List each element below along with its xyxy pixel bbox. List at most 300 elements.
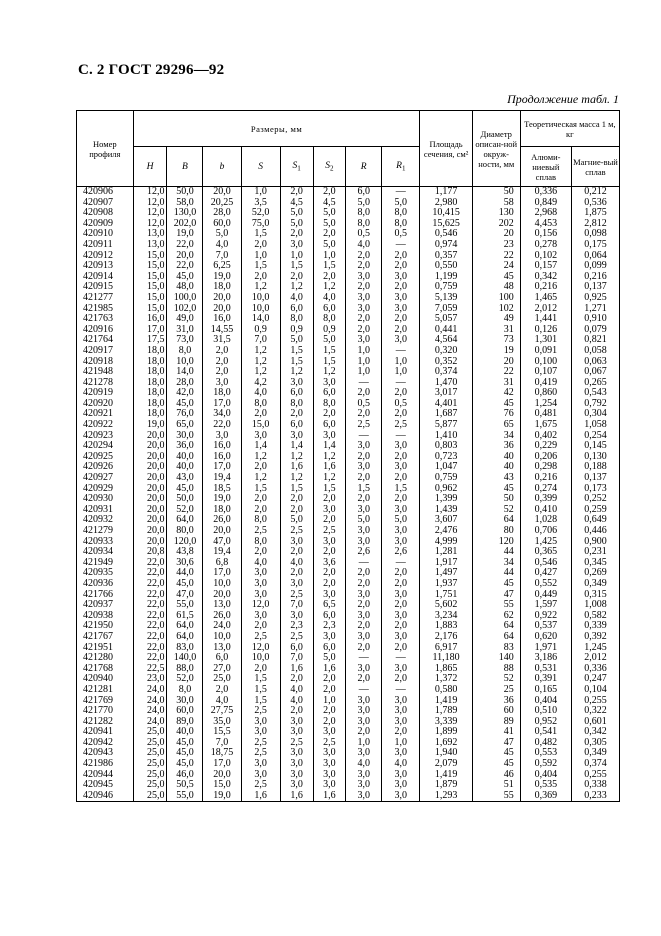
table-cell: 421766 bbox=[77, 590, 134, 601]
table-cell: 3,0 bbox=[346, 526, 382, 537]
table-cell: 73,0 bbox=[167, 335, 203, 346]
table-cell: 19,0 bbox=[203, 272, 241, 283]
table-cell: 2,0 bbox=[346, 314, 382, 325]
table-cell: 2,0 bbox=[346, 727, 382, 738]
table-cell: 420910 bbox=[77, 229, 134, 240]
table-cell: 24,0 bbox=[133, 717, 167, 728]
table-cell: 47,0 bbox=[167, 590, 203, 601]
table-cell: 3,0 bbox=[346, 770, 382, 781]
table-cell: 64 bbox=[472, 621, 520, 632]
table-cell: 0,391 bbox=[520, 674, 571, 685]
table-cell: 4,0 bbox=[280, 696, 313, 707]
table-cell: 0,098 bbox=[571, 229, 619, 240]
table-cell: 0,137 bbox=[571, 473, 619, 484]
table-cell: 20,25 bbox=[203, 198, 241, 209]
table-cell: 1,058 bbox=[571, 420, 619, 431]
table-cell: 22,0 bbox=[133, 568, 167, 579]
table-cell: 7,0 bbox=[203, 738, 241, 749]
table-cell: 2,5 bbox=[280, 526, 313, 537]
table-cell: 0,231 bbox=[571, 547, 619, 558]
table-cell: 421767 bbox=[77, 632, 134, 643]
table-cell: 0,5 bbox=[382, 229, 420, 240]
table-cell: 2,0 bbox=[241, 409, 280, 420]
table-cell: — bbox=[382, 653, 420, 664]
table-cell: 420946 bbox=[77, 791, 134, 802]
table-cell: 3,0 bbox=[346, 272, 382, 283]
table-cell: 3,0 bbox=[382, 791, 420, 802]
table-cell: 16,0 bbox=[203, 314, 241, 325]
table-cell: 130 bbox=[472, 208, 520, 219]
table-cell: 420943 bbox=[77, 748, 134, 759]
table-cell: 18,0 bbox=[133, 378, 167, 389]
table-row bbox=[77, 187, 620, 198]
table-cell: 1,883 bbox=[420, 621, 472, 632]
table-cell: 8,0 bbox=[280, 314, 313, 325]
table-cell: 80,0 bbox=[167, 526, 203, 537]
table-cell: 1,0 bbox=[313, 696, 346, 707]
table-cell: 0,649 bbox=[571, 515, 619, 526]
table-cell: 89 bbox=[472, 717, 520, 728]
table-cell: 20,0 bbox=[203, 770, 241, 781]
table-cell: 2,0 bbox=[382, 251, 420, 262]
table-cell: 1,293 bbox=[420, 791, 472, 802]
table-cell: 50 bbox=[472, 494, 520, 505]
table-cell: 420913 bbox=[77, 261, 134, 272]
table-cell: 2,0 bbox=[241, 621, 280, 632]
table-cell: 18,0 bbox=[133, 388, 167, 399]
col-b: b bbox=[203, 147, 241, 187]
table-cell: 421282 bbox=[77, 717, 134, 728]
table-cell: 1,6 bbox=[280, 462, 313, 473]
table-cell: 1,441 bbox=[520, 314, 571, 325]
table-cell: 1,2 bbox=[280, 282, 313, 293]
table-cell: 1,465 bbox=[520, 293, 571, 304]
table-cell: 20,0 bbox=[133, 515, 167, 526]
table-cell: 0,9 bbox=[241, 325, 280, 336]
table-cell: 420944 bbox=[77, 770, 134, 781]
table-cell: 1,2 bbox=[280, 452, 313, 463]
table-cell: 45,0 bbox=[167, 759, 203, 770]
table-cell: 12,0 bbox=[133, 208, 167, 219]
table-cell: 1,937 bbox=[420, 579, 472, 590]
table-cell: 17,0 bbox=[203, 568, 241, 579]
table-cell: 2,0 bbox=[241, 240, 280, 251]
table-cell: 15,0 bbox=[133, 251, 167, 262]
table-cell: 421280 bbox=[77, 653, 134, 664]
table-cell: 0,173 bbox=[571, 484, 619, 495]
table-cell: 2,5 bbox=[280, 632, 313, 643]
table-cell: 0,449 bbox=[520, 590, 571, 601]
table-cell: 3,0 bbox=[241, 431, 280, 442]
table-cell: 1,5 bbox=[382, 484, 420, 495]
table-cell: 8,0 bbox=[241, 537, 280, 548]
table-cell: 0,392 bbox=[571, 632, 619, 643]
table-cell: 1,047 bbox=[420, 462, 472, 473]
table-cell: 5,0 bbox=[280, 335, 313, 346]
table-cell: 2,0 bbox=[382, 452, 420, 463]
table-cell: 1,6 bbox=[313, 664, 346, 675]
table-cell: 40 bbox=[472, 462, 520, 473]
table-cell: 0,601 bbox=[571, 717, 619, 728]
table-cell: 0,803 bbox=[420, 441, 472, 452]
table-cell: 22,0 bbox=[133, 621, 167, 632]
table-cell: 3,0 bbox=[346, 748, 382, 759]
table-cell: 1,789 bbox=[420, 706, 472, 717]
table-cell: 3,0 bbox=[382, 717, 420, 728]
table-cell: 2,0 bbox=[382, 621, 420, 632]
table-cell: 8,0 bbox=[280, 399, 313, 410]
table-continuation-note: Продолжение табл. 1 bbox=[507, 92, 619, 106]
table-cell: 36 bbox=[472, 441, 520, 452]
table-cell: 2,0 bbox=[382, 473, 420, 484]
table-cell: 420909 bbox=[77, 219, 134, 230]
table-cell: 22,0 bbox=[133, 558, 167, 569]
table-cell: 15,5 bbox=[203, 727, 241, 738]
table-cell: 45,0 bbox=[167, 579, 203, 590]
table-cell: 3,0 bbox=[280, 537, 313, 548]
table-cell: 44,0 bbox=[167, 568, 203, 579]
table-cell: 2,0 bbox=[382, 314, 420, 325]
table-cell: 421763 bbox=[77, 314, 134, 325]
table-cell: 15,0 bbox=[133, 304, 167, 315]
table-cell: 2,0 bbox=[346, 282, 382, 293]
table-cell: 3,0 bbox=[382, 505, 420, 516]
table-cell: 0,9 bbox=[280, 325, 313, 336]
table-cell: 0,322 bbox=[571, 706, 619, 717]
table-cell: 22,0 bbox=[133, 632, 167, 643]
col-R1: $R_1$ bbox=[382, 147, 420, 187]
table-cell: 3,0 bbox=[241, 759, 280, 770]
table-cell: 420917 bbox=[77, 346, 134, 357]
table-cell: 23 bbox=[472, 240, 520, 251]
table-cell: 4,999 bbox=[420, 537, 472, 548]
table-cell: 3,607 bbox=[420, 515, 472, 526]
table-cell: 2,0 bbox=[241, 505, 280, 516]
table-cell: 2,980 bbox=[420, 198, 472, 209]
table-cell: 0,338 bbox=[571, 780, 619, 791]
table-cell: 0,216 bbox=[520, 473, 571, 484]
table-cell: 3,5 bbox=[241, 198, 280, 209]
table-cell: 2,0 bbox=[203, 367, 241, 378]
table-cell: 0,592 bbox=[520, 759, 571, 770]
table-cell: 88 bbox=[472, 664, 520, 675]
table-cell: 10,415 bbox=[420, 208, 472, 219]
table-cell: 1,6 bbox=[280, 791, 313, 802]
table-cell: 45 bbox=[472, 272, 520, 283]
table-cell: 0,079 bbox=[571, 325, 619, 336]
table-cell: 1,2 bbox=[241, 346, 280, 357]
table-cell: 0,099 bbox=[571, 261, 619, 272]
table-cell: 5,0 bbox=[346, 515, 382, 526]
table-cell: 17,0 bbox=[133, 325, 167, 336]
table-cell: 12,0 bbox=[241, 600, 280, 611]
table-row bbox=[77, 346, 620, 357]
table-cell: 45 bbox=[472, 484, 520, 495]
table-cell: 2,0 bbox=[313, 229, 346, 240]
table-cell: 18,0 bbox=[133, 367, 167, 378]
table-cell: 15,0 bbox=[241, 420, 280, 431]
table-cell: 420929 bbox=[77, 484, 134, 495]
table-cell: 27,0 bbox=[203, 664, 241, 675]
table-cell: 52,0 bbox=[167, 674, 203, 685]
table-cell: 45,0 bbox=[167, 399, 203, 410]
table-cell: 2,5 bbox=[313, 526, 346, 537]
table-cell: 31,5 bbox=[203, 335, 241, 346]
table-cell: 0,374 bbox=[420, 367, 472, 378]
table-cell: 25 bbox=[472, 685, 520, 696]
table-cell: 25,0 bbox=[133, 791, 167, 802]
table-cell: 0,759 bbox=[420, 473, 472, 484]
table-cell: 80 bbox=[472, 526, 520, 537]
table-cell: 3,0 bbox=[346, 696, 382, 707]
table-cell: 1,2 bbox=[280, 473, 313, 484]
table-cell: 19,0 bbox=[133, 420, 167, 431]
table-cell: 20 bbox=[472, 357, 520, 368]
table-cell: 20,0 bbox=[133, 431, 167, 442]
table-cell: 8,0 bbox=[346, 208, 382, 219]
table-cell: 19,4 bbox=[203, 473, 241, 484]
table-cell: 18,0 bbox=[133, 346, 167, 357]
table-cell: 2,0 bbox=[382, 579, 420, 590]
table-cell: 0,336 bbox=[520, 187, 571, 198]
table-cell: 15,0 bbox=[133, 282, 167, 293]
table-cell: 8,0 bbox=[241, 515, 280, 526]
col-aluminium-alloy: Алюми-ниевый сплав bbox=[520, 147, 571, 187]
table-cell: 10,0 bbox=[203, 579, 241, 590]
table-cell: 2,0 bbox=[346, 388, 382, 399]
table-cell: 1,5 bbox=[346, 484, 382, 495]
table-cell: 421281 bbox=[77, 685, 134, 696]
table-cell: 2,0 bbox=[313, 409, 346, 420]
table-cell: 0,5 bbox=[346, 399, 382, 410]
table-cell: 0,404 bbox=[520, 770, 571, 781]
table-cell: 0,336 bbox=[571, 664, 619, 675]
table-cell: 8,0 bbox=[167, 685, 203, 696]
table-cell: 3,0 bbox=[382, 780, 420, 791]
table-cell: 1,940 bbox=[420, 748, 472, 759]
table-cell: 0,100 bbox=[520, 357, 571, 368]
table-cell: 0,304 bbox=[571, 409, 619, 420]
table-cell: 3,0 bbox=[382, 441, 420, 452]
table-cell: 83 bbox=[472, 643, 520, 654]
table-cell: 3,0 bbox=[346, 462, 382, 473]
table-cell: 0,925 bbox=[571, 293, 619, 304]
table-cell: 15,0 bbox=[203, 780, 241, 791]
table-cell: 2,0 bbox=[241, 664, 280, 675]
table-cell: 0,254 bbox=[571, 431, 619, 442]
table-cell: 1,028 bbox=[520, 515, 571, 526]
table-cell: 0,315 bbox=[571, 590, 619, 601]
table-cell: 0,821 bbox=[571, 335, 619, 346]
table-cell: 2,0 bbox=[346, 568, 382, 579]
table-cell: 3,0 bbox=[313, 590, 346, 601]
table-cell: 1,271 bbox=[571, 304, 619, 315]
table-cell: 2,0 bbox=[280, 409, 313, 420]
col-B: B bbox=[167, 147, 203, 187]
table-cell: 0,553 bbox=[520, 748, 571, 759]
table-cell: 1,751 bbox=[420, 590, 472, 601]
table-cell: 1,5 bbox=[313, 484, 346, 495]
table-cell: 1,865 bbox=[420, 664, 472, 675]
table-cell: 3,0 bbox=[382, 304, 420, 315]
table-cell: 3,0 bbox=[346, 304, 382, 315]
table-cell: 42 bbox=[472, 388, 520, 399]
table-cell: 1,199 bbox=[420, 272, 472, 283]
table-cell: 5,0 bbox=[280, 208, 313, 219]
table-cell: 1,254 bbox=[520, 399, 571, 410]
table-cell: 2,0 bbox=[241, 462, 280, 473]
table-cell: 24 bbox=[472, 261, 520, 272]
table-cell: 1,899 bbox=[420, 727, 472, 738]
table-row bbox=[77, 293, 620, 304]
table-cell: 1,0 bbox=[313, 251, 346, 262]
table-cell: 0,206 bbox=[520, 452, 571, 463]
table-cell: 2,0 bbox=[346, 409, 382, 420]
table-cell: 50,0 bbox=[167, 187, 203, 198]
table-cell: 1,439 bbox=[420, 505, 472, 516]
table-cell: 7,0 bbox=[203, 251, 241, 262]
table-cell: 3,0 bbox=[346, 791, 382, 802]
table-cell: 0,305 bbox=[571, 738, 619, 749]
table-cell: 1,5 bbox=[313, 346, 346, 357]
table-cell: 3,0 bbox=[313, 770, 346, 781]
table-row bbox=[77, 632, 620, 643]
table-cell: 2,5 bbox=[241, 748, 280, 759]
table-cell: 2,0 bbox=[280, 674, 313, 685]
table-cell: 2,0 bbox=[382, 409, 420, 420]
table-cell: 420935 bbox=[77, 568, 134, 579]
table-cell: 3,0 bbox=[346, 717, 382, 728]
table-cell: 3,0 bbox=[313, 537, 346, 548]
table-cell: 3,0 bbox=[382, 632, 420, 643]
table-cell: 48 bbox=[472, 282, 520, 293]
table-cell: 0,137 bbox=[571, 282, 619, 293]
table-cell: 420940 bbox=[77, 674, 134, 685]
table-cell: 3,0 bbox=[241, 590, 280, 601]
table-cell: 2,176 bbox=[420, 632, 472, 643]
table-cell: 0,900 bbox=[571, 537, 619, 548]
table-cell: 76 bbox=[472, 409, 520, 420]
table-cell: 58 bbox=[472, 198, 520, 209]
table-cell: 12,0 bbox=[241, 643, 280, 654]
table-cell: 420920 bbox=[77, 399, 134, 410]
table-cell: 0,9 bbox=[313, 325, 346, 336]
table-cell: 45 bbox=[472, 759, 520, 770]
table-cell: 2,0 bbox=[346, 643, 382, 654]
table-cell: 0,550 bbox=[420, 261, 472, 272]
table-cell: 22,0 bbox=[167, 261, 203, 272]
table-cell: 20,0 bbox=[133, 441, 167, 452]
table-cell: 3,0 bbox=[313, 378, 346, 389]
table-cell: 420932 bbox=[77, 515, 134, 526]
table-cell: 43,0 bbox=[167, 473, 203, 484]
table-cell: 1,399 bbox=[420, 494, 472, 505]
table-cell: 0,369 bbox=[520, 791, 571, 802]
table-cell: 421949 bbox=[77, 558, 134, 569]
table-cell: 0,274 bbox=[520, 484, 571, 495]
table-cell: 2,0 bbox=[346, 452, 382, 463]
table-cell: 41 bbox=[472, 727, 520, 738]
table-cell: 22,0 bbox=[133, 653, 167, 664]
table-cell: 45,0 bbox=[167, 272, 203, 283]
table-cell: 16,0 bbox=[203, 452, 241, 463]
theoretical-mass-group-header: Теоретическая масса 1 м, кг bbox=[520, 111, 619, 147]
table-cell: 50,5 bbox=[167, 780, 203, 791]
table-cell: 6,917 bbox=[420, 643, 472, 654]
table-cell: 17,5 bbox=[133, 335, 167, 346]
table-cell: 420937 bbox=[77, 600, 134, 611]
table-cell: 0,5 bbox=[346, 229, 382, 240]
table-cell: 4,453 bbox=[520, 219, 571, 230]
table-cell: 45,0 bbox=[167, 748, 203, 759]
table-cell: 0,849 bbox=[520, 198, 571, 209]
table-cell: 22,5 bbox=[133, 664, 167, 675]
table-cell: 3,0 bbox=[382, 770, 420, 781]
table-cell: 0,974 bbox=[420, 240, 472, 251]
table-cell: 3,0 bbox=[280, 240, 313, 251]
table-cell: 55 bbox=[472, 600, 520, 611]
table-cell: 0,546 bbox=[420, 229, 472, 240]
table-cell: 2,968 bbox=[520, 208, 571, 219]
table-cell: 0,212 bbox=[571, 187, 619, 198]
table-cell: 7,0 bbox=[241, 335, 280, 346]
table-cell: 1,692 bbox=[420, 738, 472, 749]
table-cell: 4,401 bbox=[420, 399, 472, 410]
table-cell: 2,0 bbox=[203, 346, 241, 357]
table-cell: 60 bbox=[472, 706, 520, 717]
table-cell: 55 bbox=[472, 791, 520, 802]
table-cell: 1,301 bbox=[520, 335, 571, 346]
table-cell: 49 bbox=[472, 314, 520, 325]
table-cell: 65 bbox=[472, 420, 520, 431]
table-cell: 3,0 bbox=[313, 431, 346, 442]
table-cell: 2,5 bbox=[313, 738, 346, 749]
table-cell: 4,0 bbox=[346, 240, 382, 251]
table-cell: 0,860 bbox=[520, 388, 571, 399]
table-cell: 22,0 bbox=[133, 590, 167, 601]
table-cell: 34 bbox=[472, 558, 520, 569]
col-S: S bbox=[241, 147, 280, 187]
table-cell: 420941 bbox=[77, 727, 134, 738]
table-cell: 1,0 bbox=[346, 357, 382, 368]
table-cell: 0,255 bbox=[571, 696, 619, 707]
table-cell: 421279 bbox=[77, 526, 134, 537]
table-cell: 19,0 bbox=[203, 494, 241, 505]
table-cell: 3,0 bbox=[280, 611, 313, 622]
table-cell: 2,0 bbox=[280, 272, 313, 283]
table-cell: 0,064 bbox=[571, 251, 619, 262]
table-cell: 0,531 bbox=[520, 664, 571, 675]
table-cell: 83,0 bbox=[167, 643, 203, 654]
table-cell: 20,0 bbox=[133, 537, 167, 548]
table-cell: 3,0 bbox=[346, 664, 382, 675]
table-cell: 11,180 bbox=[420, 653, 472, 664]
profiles-table bbox=[76, 110, 620, 802]
table-cell: 28,0 bbox=[167, 378, 203, 389]
table-cell: 2,0 bbox=[203, 685, 241, 696]
table-cell: 0,188 bbox=[571, 462, 619, 473]
table-cell: 1,875 bbox=[571, 208, 619, 219]
table-cell: 1,410 bbox=[420, 431, 472, 442]
table-cell: 52,0 bbox=[167, 505, 203, 516]
table-cell: 5,0 bbox=[382, 198, 420, 209]
table-cell: 25,0 bbox=[133, 780, 167, 791]
table-cell: 25,0 bbox=[133, 738, 167, 749]
table-cell: 2,0 bbox=[382, 261, 420, 272]
table-cell: 7,0 bbox=[280, 600, 313, 611]
table-cell: 1,5 bbox=[241, 261, 280, 272]
table-cell: 3,0 bbox=[241, 579, 280, 590]
